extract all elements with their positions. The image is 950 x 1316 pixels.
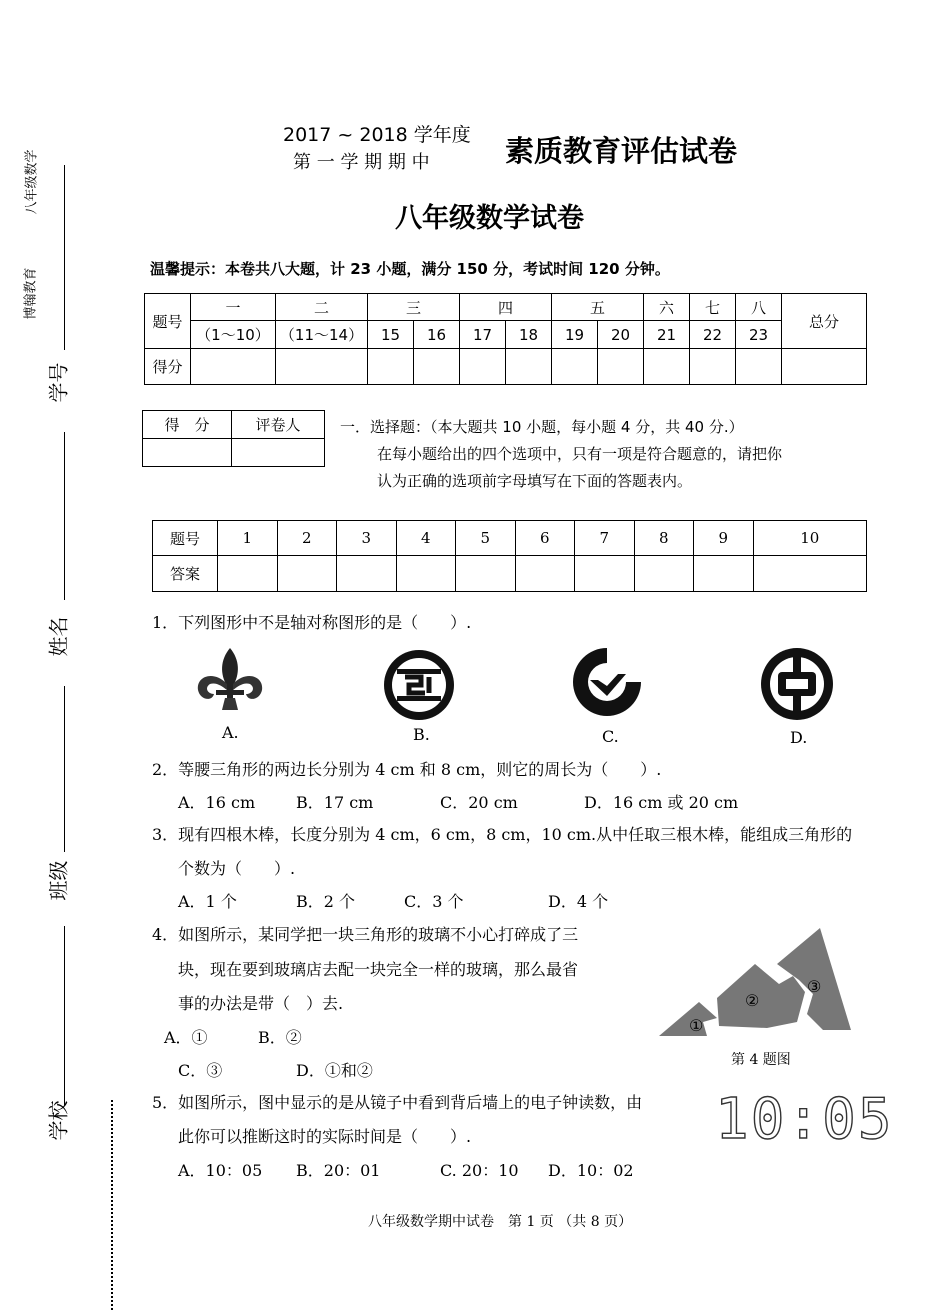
label-xuexiao: 学校 [46, 1100, 71, 1141]
q2-option-d: D．16 cm 或 20 cm [584, 793, 739, 812]
q1-option-a: A. [222, 723, 239, 742]
paper-title: 八年级数学试卷 [395, 203, 584, 234]
grader-box [142, 410, 325, 467]
sub-header: 15 [368, 321, 414, 349]
total-score-cell[interactable] [782, 349, 867, 385]
q4-line1: 4．如图所示，某同学把一块三角形的玻璃不小心打碎成了三 [152, 925, 579, 944]
q5-line1: 5．如图所示，图中显示的是从镜子中看到背后墙上的电子钟读数，由 [152, 1093, 643, 1112]
q5-option-b: B．20：01 [296, 1161, 381, 1180]
answer-cell[interactable] [218, 556, 278, 592]
score-cell[interactable] [690, 349, 736, 385]
q5-line2: 此你可以推断这时的实际时间是（ ）. [178, 1127, 472, 1146]
q3-option-b: B．2 个 [296, 892, 356, 911]
section-header-3: 三 [368, 294, 460, 321]
q1-option-c: C. [602, 727, 619, 746]
sub-header: 22 [690, 321, 736, 349]
exam-name: 素质教育评估试卷 [505, 134, 738, 168]
q4-option-c: C．③ [178, 1061, 223, 1080]
answer-cell[interactable] [396, 556, 456, 592]
grader-score-label: 得 分 [143, 411, 232, 439]
answer-cell[interactable] [753, 556, 867, 592]
q2-option-c: C．20 cm [440, 793, 518, 812]
q3-option-d: D．4 个 [548, 892, 609, 911]
sub-header: 20 [598, 321, 644, 349]
score-cell[interactable] [736, 349, 782, 385]
fig-label-3: ③ [807, 977, 822, 996]
broken-glass-figure [655, 926, 855, 1041]
section1-instruction-2: 认为正确的选项前字母填写在下面的答题表内。 [377, 472, 693, 490]
score-row-label-num: 题号 [145, 294, 191, 349]
q3-option-c: C．3 个 [404, 892, 464, 911]
answer-cell[interactable] [277, 556, 337, 592]
sub-header: 16 [414, 321, 460, 349]
score-cell[interactable] [368, 349, 414, 385]
xingming-line [64, 432, 65, 600]
answer-row-label-ans: 答案 [153, 556, 218, 592]
score-cell[interactable] [191, 349, 276, 385]
answer-num: 4 [396, 521, 456, 556]
q4-option-b: B．② [258, 1028, 302, 1047]
answer-cell[interactable] [694, 556, 754, 592]
sub-header: （1～10） [191, 321, 276, 349]
answer-num: 2 [277, 521, 337, 556]
q2-stem: 2．等腰三角形的两边长分别为 4 cm 和 8 cm，则它的周长为（ ）. [152, 760, 662, 779]
q4-option-d: D．①和② [296, 1061, 373, 1080]
section-header-7: 七 [690, 294, 736, 321]
section-header-1: 一 [191, 294, 276, 321]
label-xuehao: 学号 [46, 362, 71, 403]
answer-cell[interactable] [634, 556, 694, 592]
section-header-5: 五 [552, 294, 644, 321]
xuehao-line [64, 165, 65, 350]
q3-option-a: A．1 个 [178, 892, 237, 911]
q4-line3: 事的办法是带（ ）去. [178, 994, 344, 1013]
section-header-6: 六 [644, 294, 690, 321]
bank-logo-c-icon [566, 644, 648, 720]
q5-option-c: C. 20：10 [440, 1161, 519, 1180]
grader-score-cell[interactable] [143, 439, 232, 467]
section-header-4: 四 [460, 294, 552, 321]
sub-header: 21 [644, 321, 690, 349]
dotted-cut-line [111, 1100, 113, 1310]
score-cell[interactable] [460, 349, 506, 385]
q3-stem-line1: 3．现有四根木棒，长度分别为 4 cm，6 cm，8 cm，10 cm.从中任取三根木棒，能组成三角形的 [152, 825, 853, 844]
bank-of-china-logo-icon [758, 646, 836, 722]
sub-header: 23 [736, 321, 782, 349]
q1-option-d: D. [790, 728, 808, 747]
answer-num: 7 [575, 521, 635, 556]
answer-num: 6 [515, 521, 575, 556]
fleur-de-lis-icon [190, 644, 270, 718]
label-banji: 班级 [46, 860, 71, 901]
score-cell[interactable] [598, 349, 644, 385]
side-subject: 八年级数学 [24, 149, 40, 215]
q2-option-a: A．16 cm [178, 793, 256, 812]
q4-option-a: A．① [164, 1028, 208, 1047]
score-cell[interactable] [552, 349, 598, 385]
q2-option-b: B．17 cm [296, 793, 374, 812]
q3-stem-line2: 个数为（ ）. [178, 859, 296, 878]
q5-option-a: A．10：05 [178, 1161, 263, 1180]
q4-line2: 块，现在要到玻璃店去配一块完全一样的玻璃，那么最省 [178, 960, 579, 979]
xuexiao-line [64, 926, 65, 1106]
answer-cell[interactable] [456, 556, 516, 592]
sub-header: 17 [460, 321, 506, 349]
sub-header: 19 [552, 321, 598, 349]
grader-name-label: 评卷人 [232, 411, 325, 439]
label-xingming: 姓名 [46, 616, 71, 657]
grader-name-cell[interactable] [232, 439, 325, 467]
q4-figure-caption: 第 4 题图 [731, 1052, 791, 1068]
q5-option-d: D．10：02 [548, 1161, 634, 1180]
fig-label-1: ① [689, 1016, 704, 1035]
answer-num: 5 [456, 521, 516, 556]
score-cell[interactable] [276, 349, 368, 385]
page-footer: 八年级数学期中试卷 第 1 页 （共 8 页） [368, 1214, 633, 1230]
section1-instruction-1: 在每小题给出的四个选项中，只有一项是符合题意的，请把你 [377, 445, 783, 463]
answer-table [152, 520, 867, 592]
mirror-clock-figure [715, 1087, 894, 1152]
sub-header: 18 [506, 321, 552, 349]
total-label: 总分 [782, 294, 867, 349]
banji-line [64, 686, 65, 852]
term: 第 一 学 期 期 中 [293, 152, 430, 173]
side-org: 博翰教育 [23, 267, 39, 320]
sub-header: （11～14） [276, 321, 368, 349]
answer-num: 3 [337, 521, 397, 556]
clock-digits: 10:05 [715, 1087, 894, 1152]
score-cell[interactable] [506, 349, 552, 385]
score-row-label-score: 得分 [145, 349, 191, 385]
score-table [144, 293, 867, 385]
answer-cell[interactable] [337, 556, 397, 592]
score-cell[interactable] [644, 349, 690, 385]
fig-label-2: ② [745, 991, 760, 1010]
answer-num: 9 [694, 521, 754, 556]
answer-row-label-num: 题号 [153, 521, 218, 556]
notice: 温馨提示：本卷共八大题，计 23 小题，满分 150 分，考试时间 120 分钟。 [150, 260, 670, 278]
q1-stem: 1．下列图形中不是轴对称图形的是（ ）. [152, 613, 472, 632]
answer-num: 1 [218, 521, 278, 556]
section1-title: 一．选择题：（本大题共 10 小题，每小题 4 分，共 40 分.） [340, 418, 744, 436]
section-header-2: 二 [276, 294, 368, 321]
school-year: 2017 ~ 2018 学年度 [283, 124, 471, 146]
q1-option-b: B. [413, 725, 430, 744]
answer-cell[interactable] [575, 556, 635, 592]
score-cell[interactable] [414, 349, 460, 385]
section-header-8: 八 [736, 294, 782, 321]
answer-num: 8 [634, 521, 694, 556]
answer-num: 10 [753, 521, 867, 556]
answer-cell[interactable] [515, 556, 575, 592]
bank-logo-b-icon [381, 647, 457, 723]
